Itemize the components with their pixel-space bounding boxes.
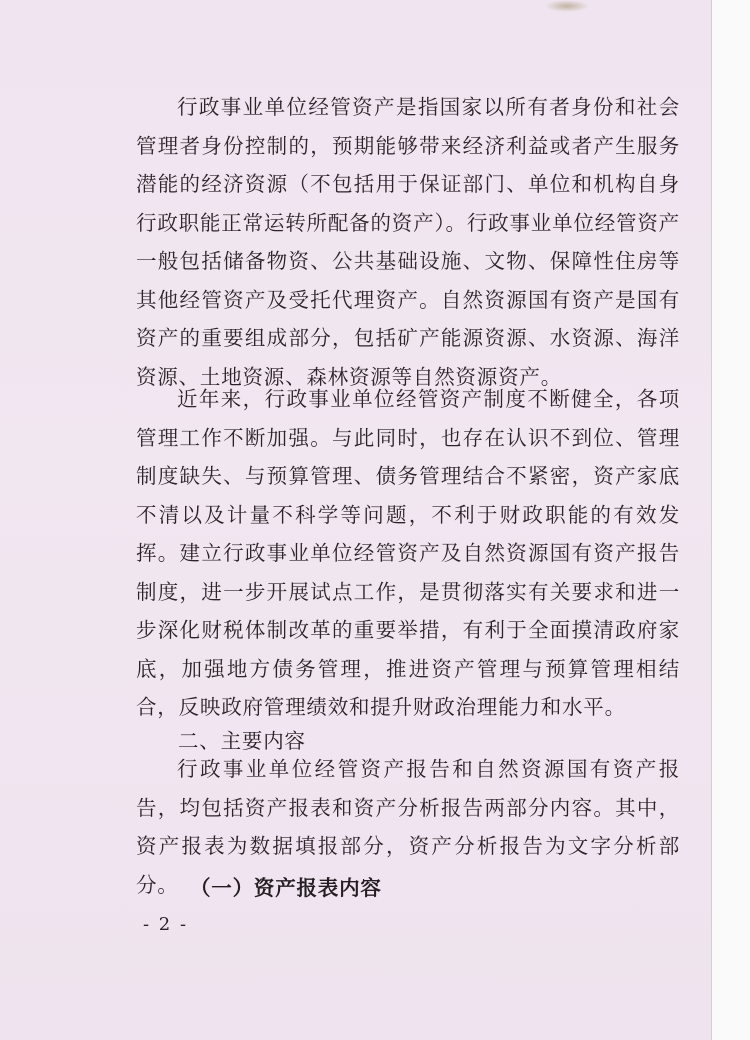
scan-edge-mark	[545, 0, 589, 12]
page-number: - 2 -	[143, 914, 189, 935]
paragraph-report-components: 行政事业单位经管资产报告和自然资源国有资产报告，均包括资产报表和资产分析报告两部分内容。其中，资产报表为数据填报部分，资产分析报告为文字分析部分。	[136, 757, 680, 897]
paragraph-background: 近年来，行政事业单位经管资产制度不断健全，各项管理工作不断加强。与此同时，也存在认识不到位、管理制度缺失、与预算管理、债务管理结合不紧密，资产家底不清以及计量不科学等问题，不利于财政职能的有效发挥。建立行政事业单位经管资产及自然资源国有资产报告制度，进一步开展试点工作，是贯彻落实有关要求和进一步深化财税体制改革的重要举措，有利于全面摸清政府家底，加强地方债务管理，推进资产管理与预算管理相结合，反映政府管理绩效和提升财政治理能力和水平。	[136, 387, 680, 719]
section-heading-main-content: 二、主要内容	[178, 729, 306, 753]
scan-margin	[712, 0, 750, 1040]
paragraph-assets-definition: 行政事业单位经管资产是指国家以所有者身份和社会管理者身份控制的，预期能够带来经济利益或者产生服务潜能的经济资源（不包括用于保证部门、单位和机构自身行政职能正常运转所配备的资产）。行政事业单位经管资产一般包括储备物资、公共基础设施、文物、保障性住房等其他经管资产及受托代理资产。自然资源国有资产是国有资产的重要组成部分，包括矿产能源资源、水资源、海洋资源、土地资源、森林资源等自然资源资产。	[136, 95, 680, 389]
subsection-heading-report-tables: （一）资产报表内容	[190, 876, 382, 900]
